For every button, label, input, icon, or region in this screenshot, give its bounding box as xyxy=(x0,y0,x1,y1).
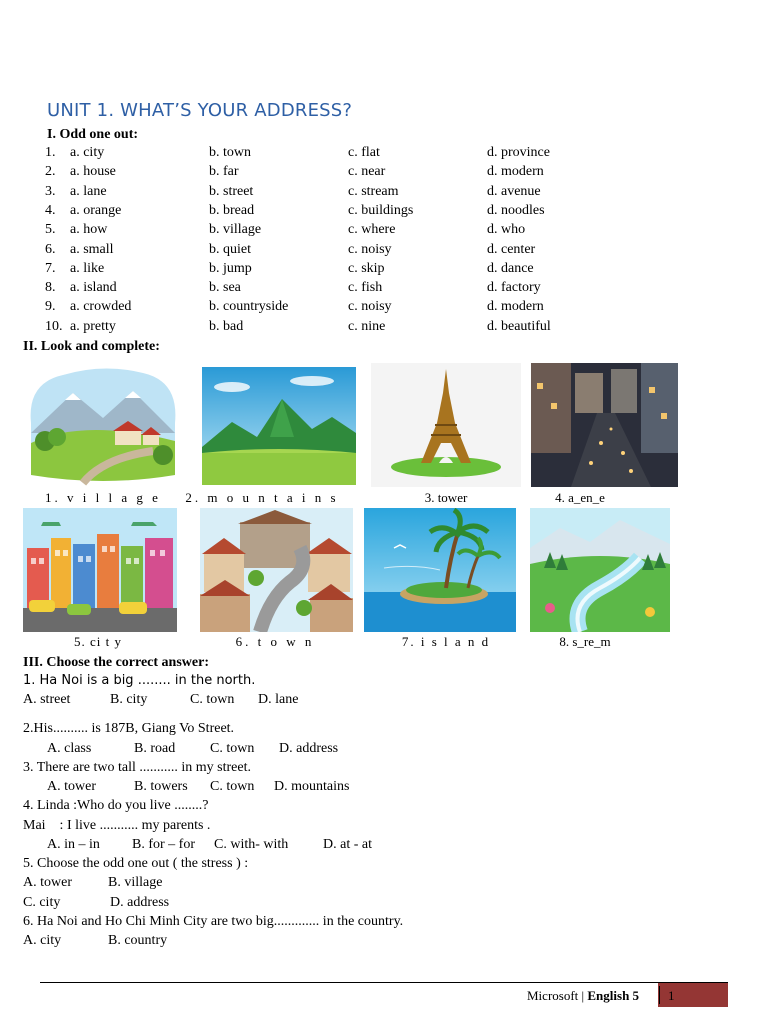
q3-option-a: A. tower xyxy=(47,779,96,794)
option-d: d. modern xyxy=(487,164,544,180)
caption-4: 4. a_en_e xyxy=(555,490,605,505)
option-b: b. village xyxy=(209,222,262,238)
option-d: d. center xyxy=(487,241,536,257)
q6-option-a: A. city xyxy=(23,933,62,948)
q2-option-a: A. class xyxy=(47,741,92,756)
tower-picture xyxy=(371,363,521,487)
q4-option-a: A. in – in xyxy=(47,837,100,852)
row-number: 1. xyxy=(45,145,56,160)
q1-option-a: A. street xyxy=(23,692,71,707)
q4-option-d: D. at - at xyxy=(323,837,372,852)
option-d: d. noodles xyxy=(487,202,545,218)
q4-option-c: C. with- with xyxy=(214,837,289,852)
option-b: b. bad xyxy=(209,318,244,334)
q1-option-c: C. town xyxy=(190,692,235,707)
option-d: d. avenue xyxy=(487,183,541,199)
q2-option-c: C. town xyxy=(210,741,255,756)
option-c: c. fish xyxy=(348,280,383,296)
q1-option-b: B. city xyxy=(110,692,148,707)
row-number: 3. xyxy=(45,183,56,199)
odd-one-out-row xyxy=(45,184,605,203)
q5-option-d: D. address xyxy=(110,895,170,910)
q3-option-c: C. town xyxy=(210,779,255,794)
option-a: a. small xyxy=(70,241,114,257)
caption-6: 6. t o w n xyxy=(235,634,315,649)
option-a: a. house xyxy=(70,164,116,180)
option-a: a. like xyxy=(70,260,105,276)
odd-one-out-row xyxy=(45,164,605,183)
city-picture xyxy=(23,508,177,632)
section-3-heading: III. Choose the correct answer: xyxy=(23,655,209,670)
option-a: a. lane xyxy=(70,183,107,199)
option-b: b. far xyxy=(209,164,239,180)
caption-7: 7. i s l a n d xyxy=(401,634,491,649)
option-a: a. pretty xyxy=(70,318,116,334)
option-c: c. stream xyxy=(348,183,399,199)
page-number: 1 xyxy=(668,988,675,1003)
q1-option-d: D. lane xyxy=(258,692,299,707)
footer-label xyxy=(527,988,639,1004)
question-6-text: 6. Ha Noi and Ho Chi Minh City are two big............. in the country. xyxy=(23,914,404,929)
row-number: 10. xyxy=(45,318,63,334)
q3-option-d: D. mountains xyxy=(274,779,350,794)
option-d: d. beautiful xyxy=(487,318,551,334)
question-1-text: 1. Ha Noi is a big ........ in the north. xyxy=(23,673,256,688)
q5-option-b: B. village xyxy=(108,875,163,890)
page-separator xyxy=(659,986,660,1004)
option-b: b. quiet xyxy=(209,241,251,257)
odd-one-out-row xyxy=(45,299,605,318)
caption-1: 1. v i l l a g e xyxy=(45,490,161,505)
option-b: b. jump xyxy=(209,260,252,276)
option-c: c. noisy xyxy=(348,241,392,257)
footer-separator: | xyxy=(578,988,588,1003)
footer-subject: English 5 xyxy=(587,988,640,1003)
option-d: d. factory xyxy=(487,280,541,296)
option-b: b. sea xyxy=(209,280,241,296)
question-5-text: 5. Choose the odd one out ( the stress ) : xyxy=(23,856,249,871)
option-a: a. island xyxy=(70,280,117,296)
option-c: c. noisy xyxy=(348,299,392,315)
option-b: b. town xyxy=(209,145,251,160)
row-number: 9. xyxy=(45,299,56,315)
option-b: b. countryside xyxy=(209,299,289,315)
odd-one-out-row xyxy=(45,242,605,261)
section-1-heading: I. Odd one out: xyxy=(47,127,139,142)
option-c: c. where xyxy=(348,222,396,238)
q5-option-a: A. tower xyxy=(23,875,72,890)
q3-option-b: B. towers xyxy=(134,779,188,794)
option-b: b. bread xyxy=(209,202,255,218)
option-d: d. dance xyxy=(487,260,534,276)
caption-5: 5. ci t y xyxy=(74,634,122,649)
odd-one-out-row xyxy=(45,222,605,241)
option-c: c. near xyxy=(348,164,386,180)
q5-option-c: C. city xyxy=(23,895,61,910)
section-2-heading: II. Look and complete: xyxy=(23,339,160,354)
option-a: a. how xyxy=(70,222,108,238)
caption-8: 8. s_re_m xyxy=(559,634,611,649)
footer-brand: Microsoft xyxy=(527,988,579,1003)
row-number: 5. xyxy=(45,222,56,238)
row-number: 6. xyxy=(45,241,56,257)
mountains-picture xyxy=(202,367,356,485)
option-c: c. flat xyxy=(348,145,380,160)
footer-rule xyxy=(40,982,728,983)
question-4-line-1: 4. Linda :Who do you live ........? xyxy=(23,798,209,813)
question-4-line-2: Mai : I live ........... my parents . xyxy=(23,818,211,833)
option-c: c. skip xyxy=(348,260,385,276)
q6-option-b: B. country xyxy=(108,933,168,948)
option-d: d. who xyxy=(487,222,526,238)
row-number: 4. xyxy=(45,202,56,218)
odd-one-out-row xyxy=(45,261,605,280)
q2-option-d: D. address xyxy=(279,741,339,756)
row-number: 8. xyxy=(45,280,56,296)
stream-picture xyxy=(530,508,670,632)
option-d: d. province xyxy=(487,145,550,160)
village-picture xyxy=(23,363,183,487)
option-a: a. city xyxy=(70,145,105,160)
odd-one-out-row xyxy=(45,280,605,299)
page-title: UNIT 1. WHAT’S YOUR ADDRESS? xyxy=(47,100,353,121)
question-3-text: 3. There are two tall ........... in my street. xyxy=(23,760,251,775)
caption-3: 3. tower xyxy=(424,490,468,505)
town-picture xyxy=(200,508,353,632)
option-d: d. modern xyxy=(487,299,544,315)
avenue-picture xyxy=(531,363,678,487)
row-number: 2. xyxy=(45,164,56,180)
odd-one-out-row xyxy=(45,203,605,222)
question-2-text: 2.His.......... is 187B, Giang Vo Street. xyxy=(23,721,235,736)
q4-option-b: B. for – for xyxy=(132,837,195,852)
option-c: c. nine xyxy=(348,318,386,334)
option-a: a. orange xyxy=(70,202,122,218)
option-c: c. buildings xyxy=(348,202,414,218)
caption-2: 2. m o u n t a i n s xyxy=(185,490,339,505)
odd-one-out-row xyxy=(45,319,605,338)
q2-option-b: B. road xyxy=(134,741,176,756)
row-number: 7. xyxy=(45,260,56,276)
odd-one-out-row xyxy=(45,145,605,164)
option-b: b. street xyxy=(209,183,254,199)
option-a: a. crowded xyxy=(70,299,132,315)
island-picture xyxy=(364,508,516,632)
